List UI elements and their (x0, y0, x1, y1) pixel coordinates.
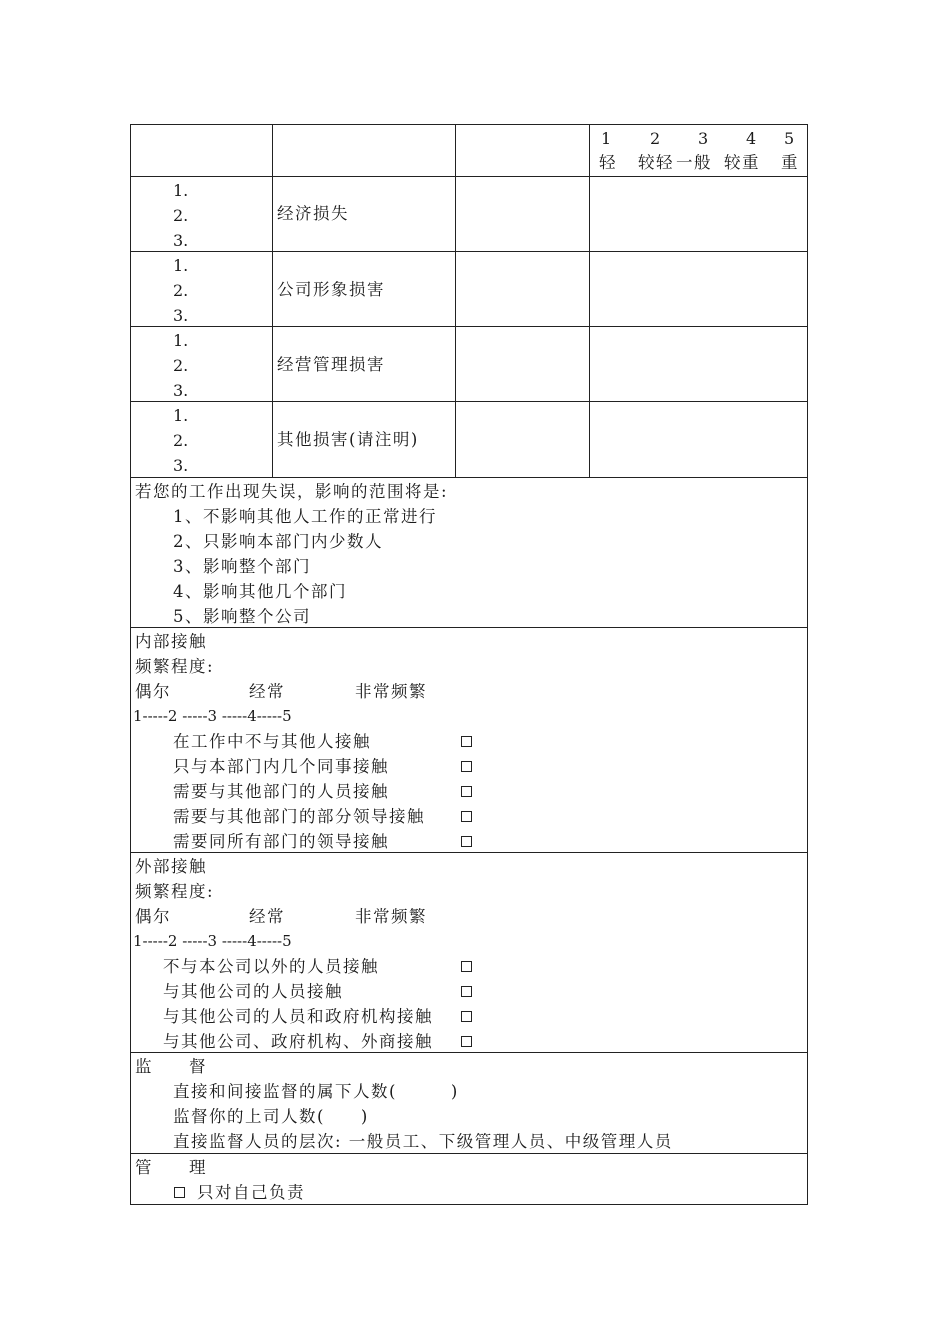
impact-option[interactable]: 2、只影响本部门内少数人 (173, 532, 383, 551)
severity-scale-cell (589, 125, 809, 176)
loss-row-management (130, 326, 808, 401)
scale-label: 轻 (599, 153, 617, 172)
frequency-label: 频繁程度: (135, 882, 215, 901)
item-number: 1. (173, 331, 189, 350)
checkbox[interactable] (461, 1011, 472, 1022)
impact-option[interactable]: 1、不影响其他人工作的正常进行 (173, 507, 437, 526)
section-title-char: 监 (135, 1057, 153, 1076)
loss-row-image (130, 251, 808, 326)
external-contact-section (130, 852, 808, 1052)
loss-label-cell (272, 327, 455, 401)
loss-rating-cell[interactable] (589, 177, 809, 251)
management-section (130, 1153, 808, 1205)
loss-rating-cell[interactable] (589, 252, 809, 326)
loss-label: 其他损害(请注明) (277, 430, 419, 449)
scale-number: 1 (601, 129, 612, 148)
contact-option-label: 需要同所有部门的领导接触 (173, 832, 389, 851)
header-cell-blank-2 (455, 125, 589, 176)
checkbox[interactable] (174, 1187, 185, 1198)
scale-label-low: 偶尔 (135, 907, 171, 926)
impact-option[interactable]: 5、影响整个公司 (173, 607, 311, 626)
header-cell-blank-1 (272, 125, 455, 176)
scale-label: 较轻 (638, 153, 674, 172)
section-title: 外部接触 (135, 857, 207, 876)
item-number: 2. (173, 356, 189, 375)
loss-label: 公司形象损害 (277, 280, 385, 299)
frequency-scale-line: 1-----2 -----3 -----4-----5 (133, 707, 292, 725)
frequency-label: 频繁程度: (135, 657, 215, 676)
scale-label: 重 (781, 153, 799, 172)
loss-input-cell[interactable] (455, 252, 589, 326)
impact-option[interactable]: 4、影响其他几个部门 (173, 582, 347, 601)
scale-label: 较重 (724, 153, 760, 172)
supervision-line[interactable]: 监督你的上司人数( ) (173, 1107, 369, 1126)
section-title-char: 督 (189, 1057, 207, 1076)
contact-option-label: 需要与其他部门的部分领导接触 (173, 807, 425, 826)
impact-scope-section (130, 477, 808, 627)
contact-option-label: 与其他公司、政府机构、外商接触 (163, 1032, 433, 1051)
item-number: 3. (173, 456, 189, 475)
loss-label: 经营管理损害 (277, 355, 385, 374)
supervision-section (130, 1052, 808, 1153)
section-title: 内部接触 (135, 632, 207, 651)
item-number: 2. (173, 431, 189, 450)
scale-number: 3 (698, 129, 709, 148)
checkbox[interactable] (461, 786, 472, 797)
item-number: 3. (173, 381, 189, 400)
severity-header-row (130, 124, 808, 176)
supervision-line[interactable]: 直接和间接监督的属下人数( ) (173, 1082, 459, 1101)
checkbox[interactable] (461, 986, 472, 997)
frequency-scale-line: 1-----2 -----3 -----4-----5 (133, 932, 292, 950)
contact-option-label: 不与本公司以外的人员接触 (163, 957, 379, 976)
item-number: 2. (173, 281, 189, 300)
checkbox[interactable] (461, 761, 472, 772)
supervision-line: 直接监督人员的层次: 一般员工、下级管理人员、中级管理人员 (173, 1132, 673, 1151)
scale-label-mid: 经常 (249, 907, 285, 926)
management-option-label: 只对自己负责 (197, 1183, 305, 1202)
contact-option-label: 与其他公司的人员接触 (163, 982, 343, 1001)
item-number: 2. (173, 206, 189, 225)
loss-row-other (130, 401, 808, 477)
impact-option[interactable]: 3、影响整个部门 (173, 557, 311, 576)
checkbox[interactable] (461, 836, 472, 847)
loss-input-cell[interactable] (455, 402, 589, 477)
impact-question: 若您的工作出现失误，影响的范围将是: (135, 482, 449, 501)
scale-label: 一般 (676, 153, 712, 172)
contact-option-label: 在工作中不与其他人接触 (173, 732, 371, 751)
scale-label-mid: 经常 (249, 682, 285, 701)
item-number: 1. (173, 256, 189, 275)
loss-input-cell[interactable] (455, 177, 589, 251)
scale-label-low: 偶尔 (135, 682, 171, 701)
item-number: 1. (173, 181, 189, 200)
scale-number: 2 (650, 129, 661, 148)
contact-option-label: 需要与其他部门的人员接触 (173, 782, 389, 801)
checkbox[interactable] (461, 811, 472, 822)
checkbox[interactable] (461, 1036, 472, 1047)
section-title-char: 理 (189, 1158, 207, 1177)
loss-input-cell[interactable] (455, 327, 589, 401)
checkbox[interactable] (461, 736, 472, 747)
loss-rating-cell[interactable] (589, 327, 809, 401)
loss-label-cell (272, 177, 455, 251)
scale-number: 4 (746, 129, 757, 148)
item-number: 3. (173, 306, 189, 325)
scale-number: 5 (784, 129, 795, 148)
internal-contact-section (130, 627, 808, 852)
contact-option-label: 与其他公司的人员和政府机构接触 (163, 1007, 433, 1026)
scale-label-high: 非常频繁 (355, 682, 427, 701)
contact-option-label: 只与本部门内几个同事接触 (173, 757, 389, 776)
loss-rating-cell[interactable] (589, 402, 809, 477)
checkbox[interactable] (461, 961, 472, 972)
section-title-char: 管 (135, 1158, 153, 1177)
loss-label: 经济损失 (277, 204, 349, 223)
loss-label-cell (272, 252, 455, 326)
item-number: 1. (173, 406, 189, 425)
item-number: 3. (173, 231, 189, 250)
loss-label-cell (272, 402, 455, 477)
scale-label-high: 非常频繁 (355, 907, 427, 926)
loss-row-economic (130, 176, 808, 251)
